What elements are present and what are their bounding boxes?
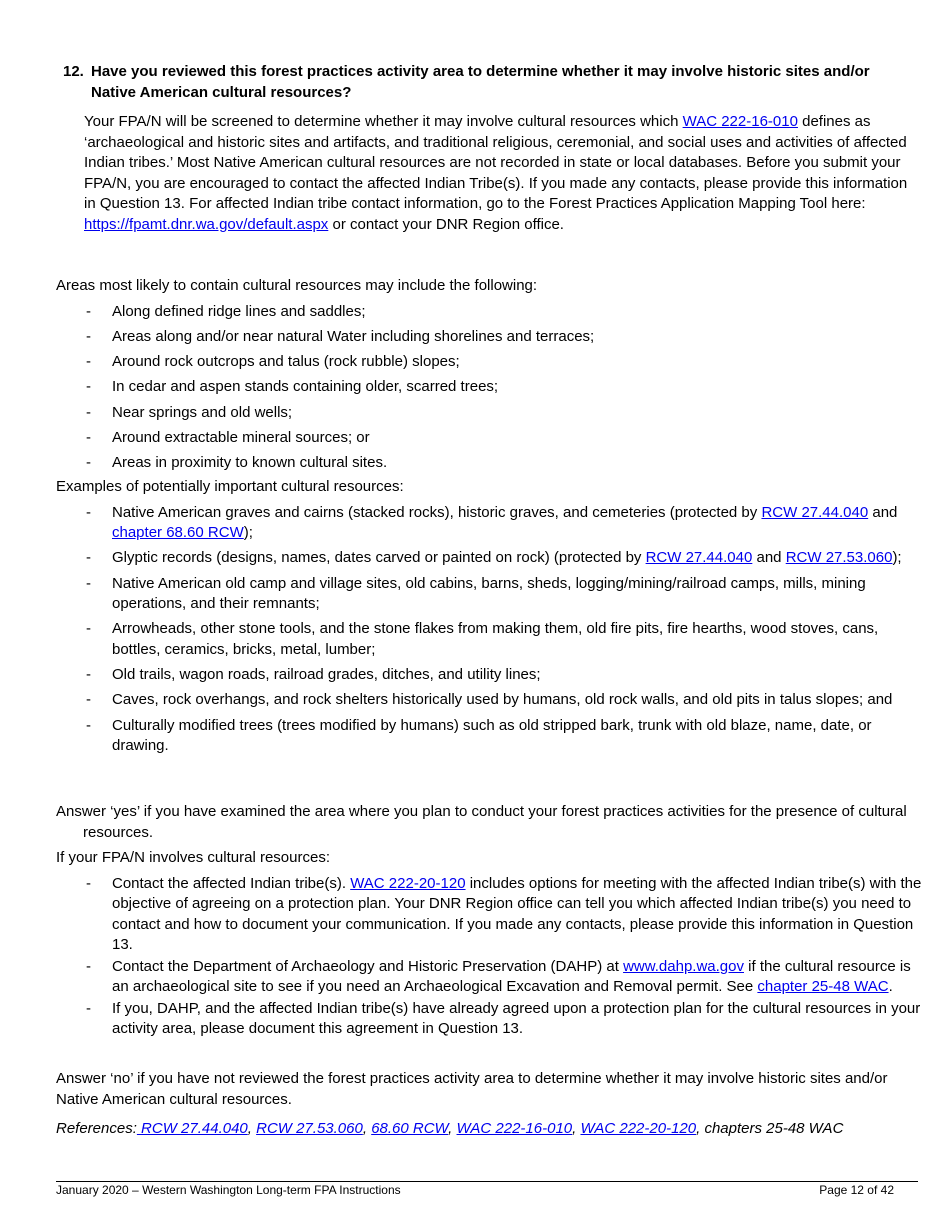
ref-link-68-60-rcw[interactable]: 68.60 RCW — [371, 1120, 449, 1137]
footer-title: January 2020 – Western Washington Long-term FPA Instructions — [56, 1183, 401, 1197]
ref-separator: , — [362, 1120, 372, 1137]
list-item: - If you, DAHP, and the affected Indian tribe(s) have already agreed upon a protection plan for the cultural resources in your activity area, please document this agreement in Question 13. — [56, 999, 926, 1040]
involves-heading: If your FPA/N involves cultural resources: — [56, 849, 330, 866]
ref-separator: , — [572, 1120, 581, 1137]
list-item — [56, 957, 926, 998]
list-item: - Around rock outcrops and talus (rock rubble) slopes; — [56, 352, 926, 373]
list-item — [56, 874, 926, 956]
question-heading — [63, 61, 913, 103]
page-number: Page 12 of 42 — [819, 1183, 894, 1197]
link-fpamt[interactable]: https://fpamt.dnr.wa.gov/default.aspx — [84, 215, 329, 233]
areas-list — [56, 302, 926, 474]
link-rcw-27-53-060[interactable]: RCW 27.53.060 — [785, 549, 893, 567]
item-text: includes options for meeting with the affected Indian tribe(s) with the objective of agreeing on a protection plan. Your DNR Region office can tell you which affected Indian tribe(s) you need to contact and how to document your communication. If you made any contacts, please provide this information in Question 13. — [112, 874, 922, 953]
item-text: . — [888, 978, 893, 995]
item-text: and — [752, 549, 786, 567]
list-item: - Areas in proximity to known cultural sites. — [56, 453, 926, 474]
link-chapter-68-60-rcw[interactable]: chapter 68.60 RCW — [112, 524, 244, 541]
item-text: and — [868, 503, 898, 521]
list-item: - Culturally modified trees (trees modified by humans) such as old stripped bark, trunk with old blaze, name, date, or drawing. — [56, 716, 926, 757]
list-item: - Arrowheads, other stone tools, and the stone flakes from making them, old fire pits, fire hearths, wood stoves, cans, bottles, ceramics, bricks, metal, lumber; — [56, 619, 926, 660]
list-item: - Near springs and old wells; — [56, 403, 926, 424]
ref-separator: , — [247, 1120, 257, 1137]
question-title: Have you reviewed this forest practices activity area to determine whether it may involve historic sites and/or Native American cultural resources? — [91, 63, 870, 101]
list-item: - In cedar and aspen stands containing older, scarred trees; — [56, 377, 926, 398]
list-item: - Areas along and/or near natural Water including shorelines and terraces; — [56, 327, 926, 348]
answer-yes-paragraph: Answer ‘yes’ if you have examined the area where you plan to conduct your forest practices activities for the presence of cultural resources. — [56, 803, 907, 841]
list-item: - Around extractable mineral sources; or — [56, 428, 926, 449]
list-item: - Along defined ridge lines and saddles; — [56, 302, 926, 323]
intro-text: defines as ‘archaeological and historic sites and artifacts, and traditional religious, ceremonial, and social uses and activities of affected Indian tribes.’ Most Native American cultural resources are not recorded in state or local databases. Before you submit your FPA/N, you are encouraged to contact the affected Indian Tribe(s). If you made any contacts, please provide this information in Question 13. For affected Indian tribe contact information, go to the Forest Practices Application Mapping Tool here: — [84, 113, 908, 212]
intro-paragraph — [84, 112, 920, 235]
ref-separator: , — [448, 1120, 457, 1137]
ref-link-rcw-27-53-060[interactable]: RCW 27.53.060 — [256, 1120, 363, 1137]
ref-link-wac-222-20-120[interactable]: WAC 222-20-120 — [580, 1120, 697, 1137]
link-rcw-27-44-040[interactable]: RCW 27.44.040 — [645, 549, 753, 567]
link-wac-222-20-120[interactable]: WAC 222-20-120 — [350, 874, 466, 892]
involves-list — [56, 874, 926, 1040]
list-item: - Caves, rock overhangs, and rock shelters historically used by humans, old rock walls, and old pits in talus slopes; and — [56, 690, 926, 711]
item-text: Glyptic records (designs, names, dates carved or painted on rock) (protected by — [112, 549, 646, 567]
intro-text: or contact your DNR Region office. — [328, 215, 564, 233]
references — [56, 1119, 926, 1140]
areas-section — [56, 276, 926, 474]
item-text: Native American graves and cairns (stacked rocks), historic graves, and cemeteries (protected by — [112, 503, 762, 521]
question-number: 12. — [63, 63, 84, 80]
answer-no-paragraph: Answer ‘no’ if you have not reviewed the forest practices activity area to determine whether it may involve historic sites and/or Native American cultural resources. — [56, 1070, 888, 1108]
item-text: ); — [243, 524, 253, 541]
list-item: - Native American old camp and village sites, old cabins, barns, sheds, logging/mining/railroad camps, mills, mining operations, and their remnants; — [56, 574, 926, 615]
references-label: References: — [56, 1120, 137, 1137]
examples-heading: Examples of potentially important cultural resources: — [56, 478, 404, 495]
link-rcw-27-44-040[interactable]: RCW 27.44.040 — [761, 503, 869, 521]
link-chapter-25-48-wac[interactable]: chapter 25-48 WAC — [757, 978, 889, 995]
examples-section — [56, 477, 926, 757]
page-footer — [56, 1182, 894, 1198]
link-dahp[interactable]: www.dahp.wa.gov — [623, 957, 744, 975]
ref-link-rcw-27-44-040[interactable]: RCW 27.44.040 — [136, 1120, 248, 1137]
examples-list — [56, 503, 926, 757]
intro-text: Your FPA/N will be screened to determine whether it may involve cultural resources which — [84, 113, 683, 130]
item-text: Contact the affected Indian tribe(s). — [112, 874, 351, 892]
link-wac-222-16-010[interactable]: WAC 222-16-010 — [682, 113, 798, 130]
list-item — [56, 548, 926, 569]
involves-section — [56, 848, 926, 1040]
ref-link-wac-222-16-010[interactable]: WAC 222-16-010 — [456, 1120, 573, 1137]
item-text: Contact the Department of Archaeology and Historic Preservation (DAHP) at — [112, 957, 624, 975]
item-text: ); — [892, 549, 902, 567]
item-text: if the cultural resource is an archaeological site to see if you need an Archaeological Excavation and Removal permit. See — [112, 957, 911, 995]
areas-heading: Areas most likely to contain cultural resources may include the following: — [56, 277, 538, 294]
list-item — [56, 503, 926, 544]
list-item: - Old trails, wagon roads, railroad grades, ditches, and utility lines; — [56, 665, 926, 686]
references-tail: , chapters 25-48 WAC — [696, 1120, 844, 1137]
